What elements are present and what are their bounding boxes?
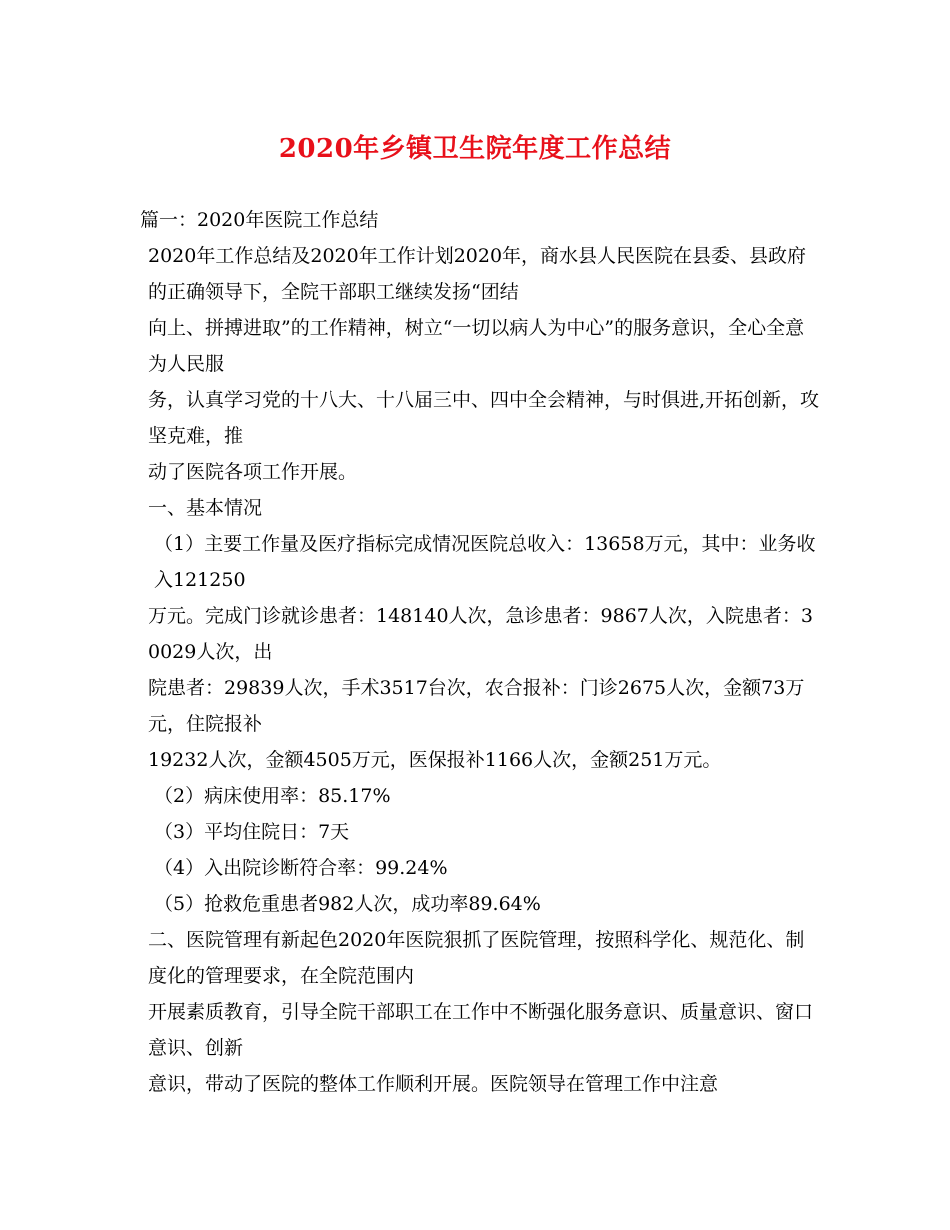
paragraph-section-heading: 篇一：2020年医院工作总结: [140, 209, 379, 231]
paragraph-heading-basic: 一、基本情况: [148, 497, 263, 519]
paragraph-intro-cont-3: 动了医院各项工作开展。: [148, 461, 358, 483]
paragraph-management: 二、医院管理有新起色2020年医院狠抓了医院管理，按照科学化、规范化、制度化的管理要求，在全院范围内: [148, 929, 805, 987]
paragraph-item-5: （5）抢救危重患者982人次，成功率89.64%: [154, 893, 541, 915]
paragraph-item-1-cont-2: 院患者：29839人次，手术3517台次，农合报补：门诊2675人次，金额73万元，住院报补: [148, 677, 805, 735]
paragraph-item-3: （3）平均住院日：7天: [154, 821, 350, 843]
paragraph-management-cont-1: 开展素质教育，引导全院干部职工在工作中不断强化服务意识、质量意识、窗口意识、创新: [148, 1001, 814, 1059]
paragraph-intro-cont-2: 务，认真学习党的十八大、十八届三中、四中全会精神，与时俱进,开拓创新，攻坚克难，推: [148, 389, 820, 447]
paragraph-item-1-cont-3: 19232人次，金额4505万元，医保报补1166人次，金额251万元。: [148, 749, 722, 771]
paragraph-item-1-cont-1: 万元。完成门诊就诊患者：148140人次，急诊患者：9867人次，入院患者：30029人次，出: [148, 605, 813, 663]
paragraph-item-2: （2）病床使用率：85.17%: [154, 785, 391, 807]
paragraph-intro: 2020年工作总结及2020年工作计划2020年，商水县人民医院在县委、县政府的正确领导下，全院干部职工继续发扬“团结: [148, 245, 807, 303]
document-title: 2020年乡镇卫生院年度工作总结: [278, 134, 672, 164]
document-body: [140, 202, 820, 1102]
paragraph-intro-cont-1: 向上、拼搏进取”的工作精神，树立“一切以病人为中心”的服务意识，全心全意为人民服: [148, 317, 805, 375]
paragraph-item-4: （4）入出院诊断符合率：99.24%: [154, 857, 448, 879]
paragraph-management-cont-2: 意识，带动了医院的整体工作顺利开展。医院领导在管理工作中注意: [148, 1073, 719, 1095]
paragraph-item-1: （1）主要工作量及医疗指标完成情况医院总收入：13658万元，其中：业务收入121250: [154, 533, 816, 591]
